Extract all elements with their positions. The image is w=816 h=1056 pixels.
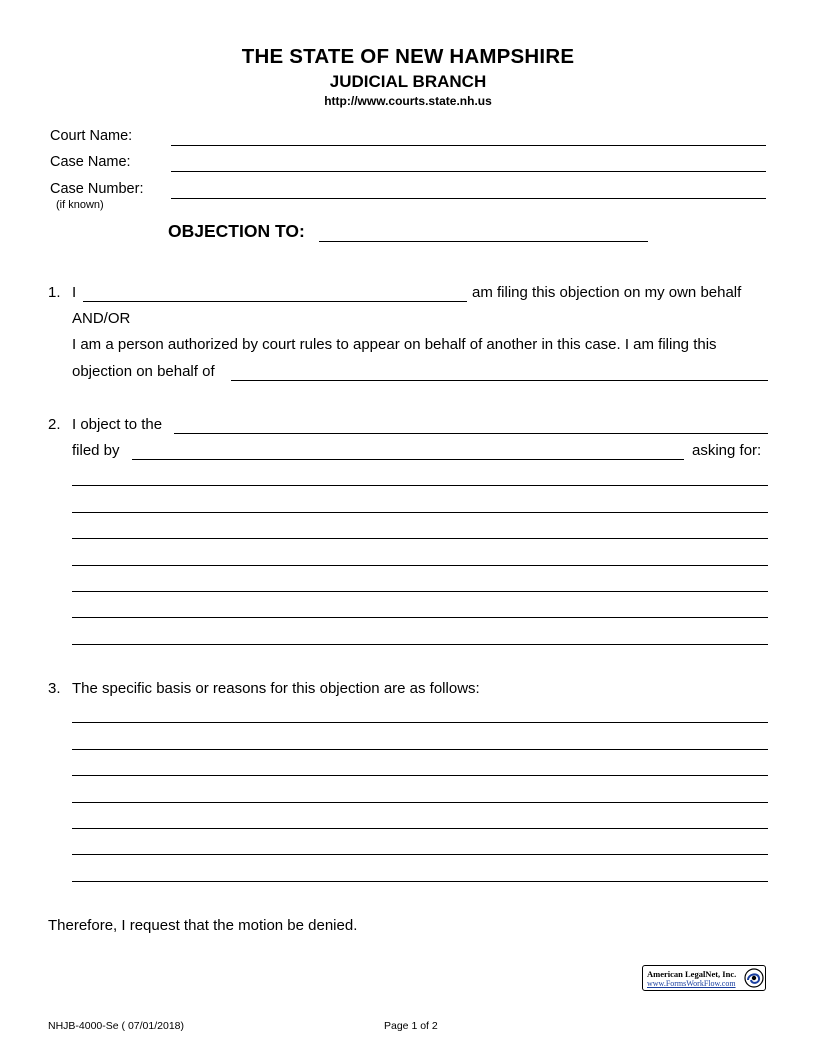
case-number-field[interactable] [171, 198, 766, 199]
asking-for-line-1[interactable] [72, 485, 768, 486]
basis-line-4[interactable] [72, 802, 768, 803]
filed-by-text: filed by [72, 442, 120, 459]
objection-title: OBJECTION TO: [168, 221, 305, 241]
page-number: Page 1 of 2 [384, 1020, 438, 1032]
state-heading: THE STATE OF NEW HAMPSHIRE [241, 45, 575, 68]
asking-for-line-2[interactable] [72, 512, 768, 513]
closing-statement: Therefore, I request that the motion be denied. [48, 917, 358, 934]
court-name-field[interactable] [171, 145, 766, 146]
on-behalf-of-text: objection on behalf of [72, 363, 215, 380]
basis-line-2[interactable] [72, 749, 768, 750]
basis-line-3[interactable] [72, 775, 768, 776]
case-name-label: Case Name: [50, 154, 131, 170]
logo-company: American LegalNet, Inc. [647, 969, 737, 979]
if-known-note: (if known) [56, 199, 104, 211]
form-id: NHJB-4000-Se ( 07/01/2018) [48, 1020, 184, 1032]
logo-swirl-icon [744, 968, 764, 988]
basis-line-6[interactable] [72, 854, 768, 855]
branch-heading: JUDICIAL BRANCH [329, 72, 487, 91]
asking-for-line-5[interactable] [72, 591, 768, 592]
asking-for-line-3[interactable] [72, 538, 768, 539]
section-3-number: 3. [48, 680, 61, 697]
andor-text: AND/OR [72, 310, 131, 327]
object-to-text: I object to the [72, 416, 163, 433]
section-1-i: I [72, 284, 77, 301]
own-behalf-text: am filing this objection on my own behalf [472, 284, 742, 301]
basis-line-5[interactable] [72, 828, 768, 829]
object-to-field[interactable] [174, 433, 768, 434]
court-name-label: Court Name: [50, 128, 133, 144]
on-behalf-of-field[interactable] [231, 380, 768, 381]
case-name-field[interactable] [171, 171, 766, 172]
asking-for-text: asking for: [692, 442, 762, 459]
section-1-number: 1. [48, 284, 61, 301]
asking-for-line-6[interactable] [72, 617, 768, 618]
asking-for-line-4[interactable] [72, 565, 768, 566]
court-url: http://www.courts.state.nh.us [324, 94, 492, 108]
filer-name-field[interactable] [83, 301, 467, 302]
basis-line-1[interactable] [72, 722, 768, 723]
basis-text: The specific basis or reasons for this objection are as follows: [72, 680, 480, 697]
filed-by-field[interactable] [132, 459, 684, 460]
authorized-text: I am a person authorized by court rules to appear on behalf of another in this case. I am filing this [72, 336, 717, 353]
asking-for-line-7[interactable] [72, 644, 768, 645]
objection-to-field[interactable] [319, 241, 648, 242]
basis-line-7[interactable] [72, 881, 768, 882]
section-2-number: 2. [48, 416, 61, 433]
american-legalnet-logo[interactable] [642, 965, 766, 991]
logo-site-link[interactable]: www.FormsWorkFlow.com [647, 979, 736, 988]
case-number-label: Case Number: [50, 181, 144, 197]
